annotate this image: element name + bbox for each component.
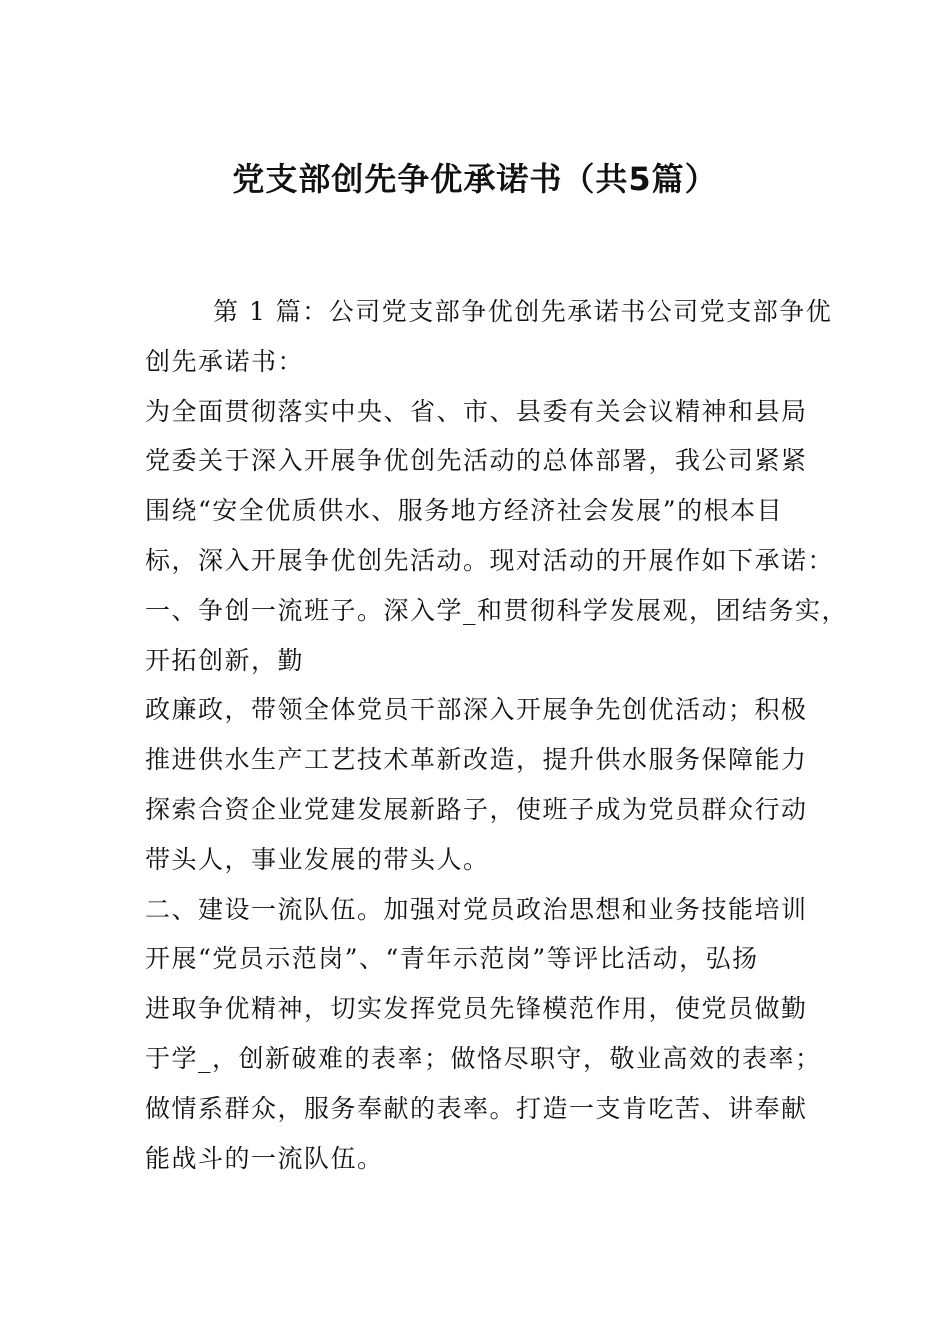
body-line: 围绕“安全优质供水、服务地方经济社会发展”的根本目 <box>145 496 784 526</box>
body-line: 于学_，创新破难的表率；做恪尽职守，敬业高效的表率； <box>145 1043 822 1073</box>
body-line: 能战斗的一流队伍。 <box>145 1143 384 1173</box>
body-line: 标，深入开展争优创先活动。现对活动的开展作如下承诺： <box>145 545 835 575</box>
body-line: 做情系群众，服务奉献的表率。打造一支肯吃苦、讲奉献 <box>145 1093 808 1123</box>
document-title: 党支部创先争优承诺书（共5篇） <box>232 160 718 198</box>
body-line: 开展“党员示范岗”、“青年示范岗”等评比活动，弘扬 <box>145 944 759 974</box>
body-line: 党委关于深入开展争优创先活动的总体部署，我公司紧紧 <box>145 446 808 476</box>
body-line: 为全面贯彻落实中央、省、市、县委有关会议精神和县局 <box>145 396 808 426</box>
body-line: 推进供水生产工艺技术革新改造，提升供水服务保障能力 <box>145 745 808 775</box>
body-line: 带头人，事业发展的带头人。 <box>145 844 490 874</box>
document-body <box>145 287 849 1183</box>
body-line: 开拓创新，勤 <box>145 645 305 675</box>
body-line: 二、建设一流队伍。加强对党员政治思想和业务技能培训 <box>145 894 808 924</box>
body-line: 探索合资企业党建发展新路子，使班子成为党员群众行动 <box>145 794 808 824</box>
body-line: 进取争优精神，切实发挥党员先锋模范作用，使党员做勤 <box>145 994 808 1024</box>
body-line: 政廉政，带领全体党员干部深入开展争先创优活动；积极 <box>145 695 808 725</box>
body-line: 创先承诺书： <box>145 346 305 376</box>
body-line: 第 1 篇：公司党支部争优创先承诺书公司党支部争优 <box>213 297 833 326</box>
body-line: 一、争创一流班子。深入学_和贯彻科学发展观，团结务实， <box>145 595 849 625</box>
